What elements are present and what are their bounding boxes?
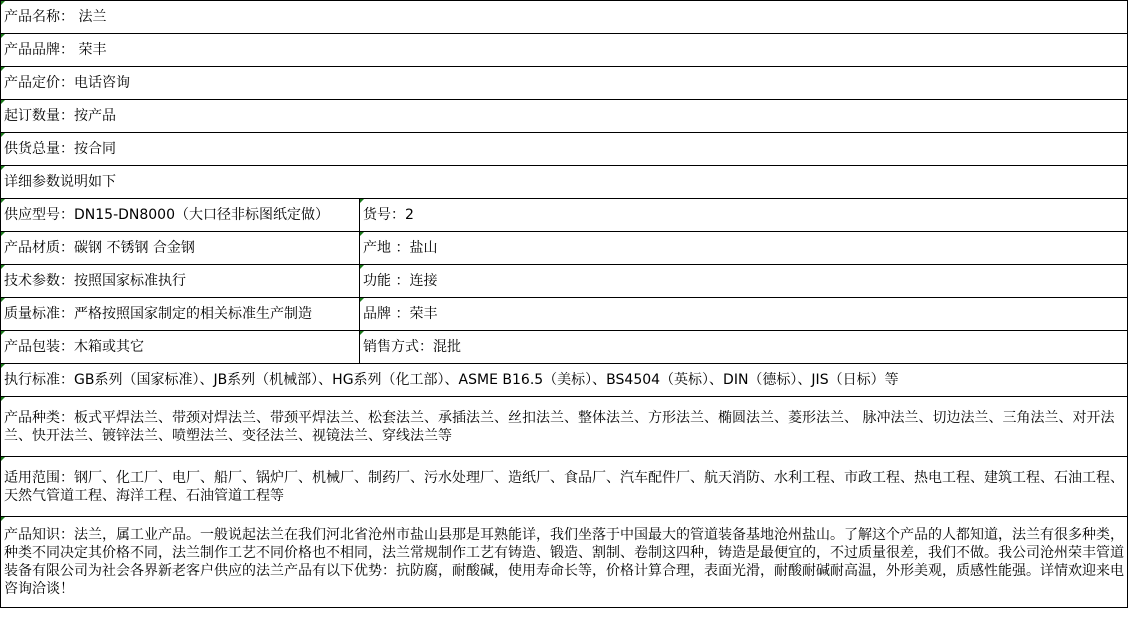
cell-corner-marker <box>360 265 364 269</box>
row-types <box>1 397 1128 457</box>
row-knowledge <box>1 517 1128 608</box>
knowledge-cell: 产品知识：法兰，属工业产品。一般说起法兰在我们河北省沧州市盐山县那是耳熟能详，我们坐落于中国最大的管道装备基地沧州盐山。了解这个产品的人都知道，法兰有很多种类，种类不同决定其价格不同，法兰制作工艺不同价格也不相同，法兰常规制作工艺有铸造、锻造、割制、卷制这四种，铸造是最便宜的，不过质量很差，我们不做。我公司沧州荣丰管道装备有限公司为社会各界新老客户供应的法兰产品有以下优势：抗防腐，耐酸碱，使用寿命长等，价格计算合理，表面光滑，耐酸耐碱耐高温，外形美观，质感性能强。详情欢迎来电咨询洽谈！ <box>1 517 1128 608</box>
cell-corner-marker <box>1 457 5 461</box>
row-product-price <box>1 67 1128 100</box>
material-cell: 产品材质：碳钢 不锈钢 合金钢 <box>1 232 360 265</box>
function-cell: 功能 ：连接 <box>360 265 1128 298</box>
cell-corner-marker <box>1 1 5 5</box>
cell-corner-marker <box>360 298 364 302</box>
sales-mode-cell: 销售方式：混批 <box>360 331 1128 364</box>
cell-corner-marker <box>1 331 5 335</box>
product-name-cell: 产品名称： 法兰 <box>1 1 1128 34</box>
row-tech-params <box>1 265 1128 298</box>
row-applications <box>1 457 1128 517</box>
cell-corner-marker <box>360 331 364 335</box>
cell-corner-marker <box>1 67 5 71</box>
row-packaging <box>1 331 1128 364</box>
supply-total-cell: 供货总量：按合同 <box>1 133 1128 166</box>
product-brand-cell: 产品品牌： 荣丰 <box>1 34 1128 67</box>
applications-cell: 适用范围：钢厂、化工厂、电厂、船厂、锅炉厂、机械厂、制药厂、污水处理厂、造纸厂、食品厂、汽车配件厂、航天消防、水利工程、市政工程、热电工程、建筑工程、石油工程、天然气管道工程、海洋工程、石油管道工程等 <box>1 457 1128 517</box>
cell-corner-marker <box>1 364 5 368</box>
min-order-cell: 起订数量：按产品 <box>1 100 1128 133</box>
cell-corner-marker <box>1 232 5 236</box>
cell-corner-marker <box>1 265 5 269</box>
product-price-cell: 产品定价：电话咨询 <box>1 67 1128 100</box>
cell-corner-marker <box>1 166 5 170</box>
row-detail-header <box>1 166 1128 199</box>
packaging-cell: 产品包装：木箱或其它 <box>1 331 360 364</box>
row-product-brand <box>1 34 1128 67</box>
brand2-cell: 品牌 ：荣丰 <box>360 298 1128 331</box>
row-quality <box>1 298 1128 331</box>
model-cell: 供应型号：DN15-DN8000（大口径非标图纸定做） <box>1 199 360 232</box>
types-cell: 产品种类：板式平焊法兰、带颈对焊法兰、带颈平焊法兰、松套法兰、承插法兰、丝扣法兰、整体法兰、方形法兰、椭圆法兰、菱形法兰、 脉冲法兰、切边法兰、三角法兰、对开法兰、快开法兰、镀锌法兰、喷塑法兰、变径法兰、视镜法兰、穿线法兰等 <box>1 397 1128 457</box>
row-supply-total <box>1 133 1128 166</box>
row-min-order <box>1 100 1128 133</box>
cell-corner-marker <box>360 232 364 236</box>
cell-corner-marker <box>1 100 5 104</box>
cell-corner-marker <box>1 133 5 137</box>
row-product-name <box>1 1 1128 34</box>
cell-corner-marker <box>1 517 5 521</box>
cell-corner-marker <box>1 34 5 38</box>
item-no-cell: 货号：2 <box>360 199 1128 232</box>
tech-params-cell: 技术参数：按照国家标准执行 <box>1 265 360 298</box>
row-standards <box>1 364 1128 397</box>
row-model <box>1 199 1128 232</box>
origin-cell: 产地 ：盐山 <box>360 232 1128 265</box>
detail-header-cell: 详细参数说明如下 <box>1 166 1128 199</box>
cell-corner-marker <box>1 397 5 401</box>
standards-cell: 执行标准：GB系列（国家标准）、JB系列（机械部）、HG系列（化工部）、ASME B16.5（美标）、BS4504（英标）、DIN（德标）、JIS（日标）等 <box>1 364 1128 397</box>
cell-corner-marker <box>1 298 5 302</box>
quality-cell: 质量标准：严格按照国家制定的相关标准生产制造 <box>1 298 360 331</box>
cell-corner-marker <box>360 199 364 203</box>
cell-corner-marker <box>1 199 5 203</box>
row-material <box>1 232 1128 265</box>
